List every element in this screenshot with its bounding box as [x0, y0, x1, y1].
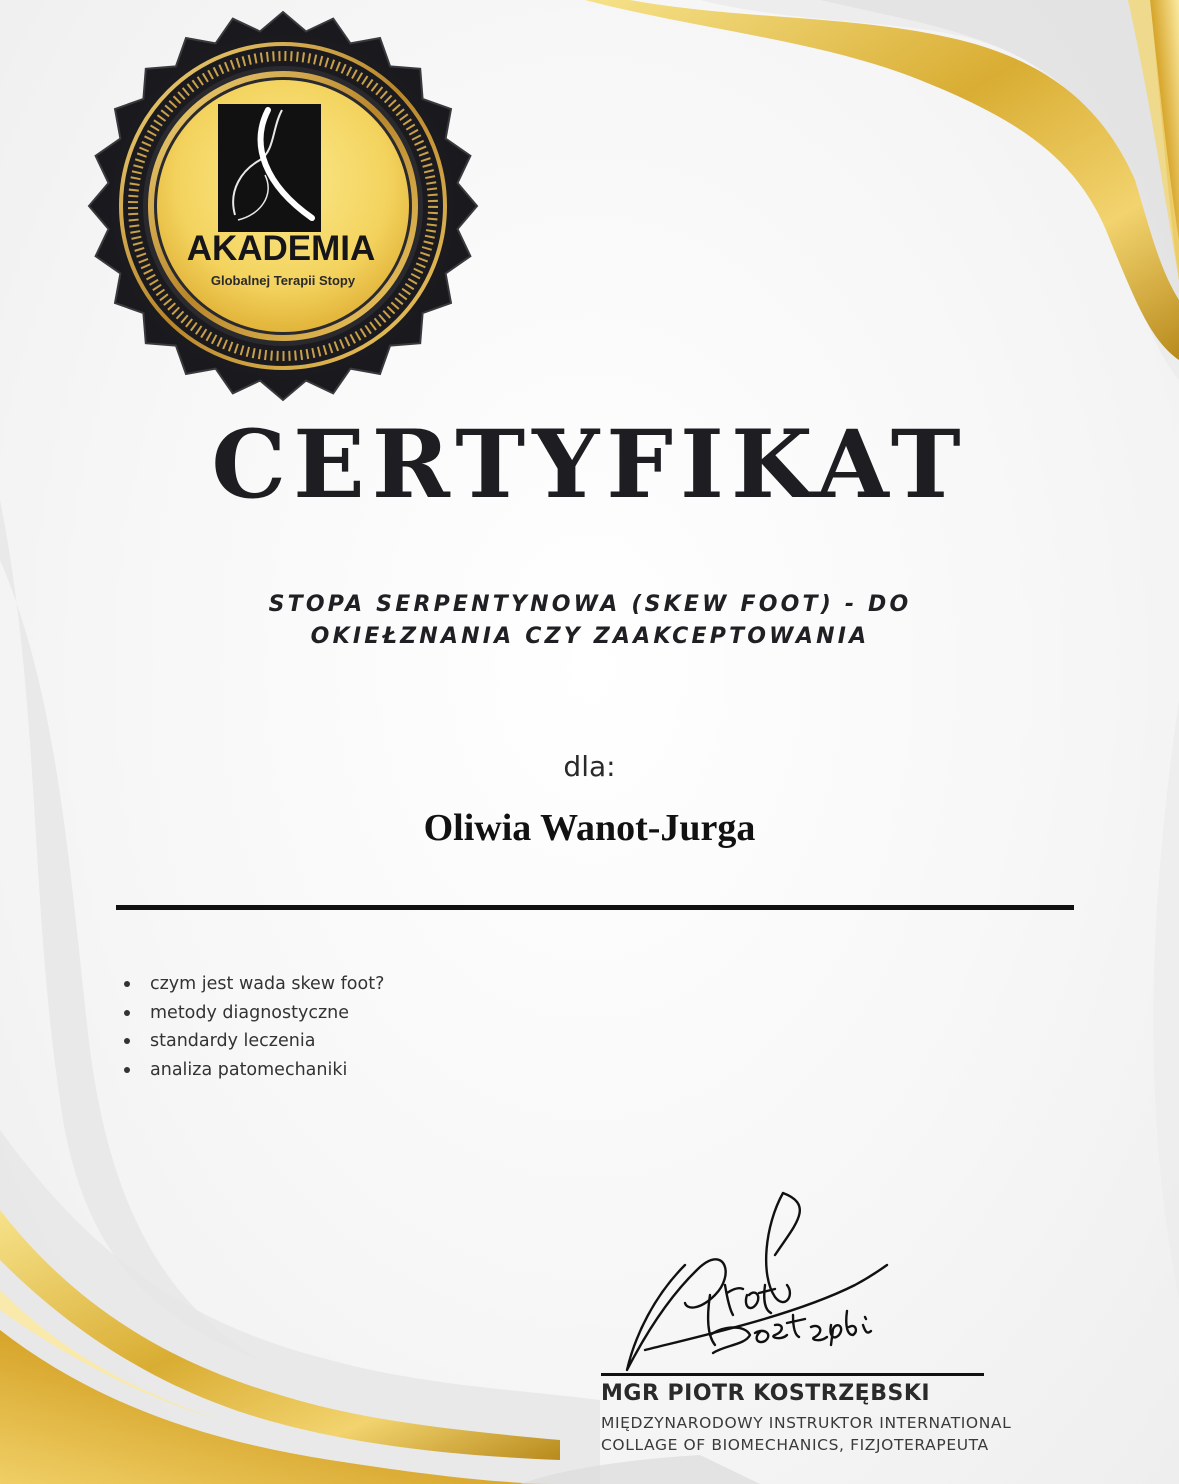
certificate-title: CERTYFIKAT — [211, 410, 968, 520]
bullet-icon — [124, 981, 130, 987]
topic-text: analiza patomechaniki — [150, 1059, 348, 1080]
signature-line — [601, 1373, 984, 1376]
recipient-name: Oliwia Wanot-Jurga — [423, 807, 756, 849]
topics-list — [120, 970, 384, 1084]
list-item — [120, 1027, 384, 1056]
signer-name: MGR PIOTR KOSTRZĘBSKI — [601, 1381, 931, 1406]
signer-role — [601, 1412, 1161, 1456]
list-item — [120, 970, 384, 999]
topic-text: metody diagnostyczne — [150, 1002, 350, 1023]
topic-text: standardy leczenia — [150, 1031, 316, 1051]
list-item — [120, 999, 384, 1028]
course-title — [140, 589, 1040, 653]
handwritten-signature — [615, 1185, 895, 1395]
academy-badge — [60, 10, 506, 402]
recipient-underline — [116, 905, 1074, 910]
bullet-icon — [124, 1067, 130, 1073]
course-title-line-1: STOPA SERPENTYNOWA (SKEW FOOT) - DO — [268, 592, 912, 617]
list-item — [120, 1056, 384, 1085]
bullet-icon — [124, 1010, 130, 1016]
badge-brand-text: AKADEMIA — [186, 229, 376, 268]
badge-subtitle-text: Globalnej Terapii Stopy — [210, 273, 356, 288]
for-label: dla: — [563, 750, 616, 783]
course-title-line-2: OKIEŁZNANIA CZY ZAAKCEPTOWANIA — [310, 624, 870, 649]
bullet-icon — [124, 1038, 130, 1044]
signer-role-line-1: MIĘDZYNARODOWY INSTRUKTOR INTERNATIONAL — [601, 1414, 1012, 1432]
topic-text: czym jest wada skew foot? — [150, 974, 385, 994]
signer-role-line-2: COLLAGE OF BIOMECHANICS, FIZJOTERAPEUTA — [601, 1436, 989, 1454]
